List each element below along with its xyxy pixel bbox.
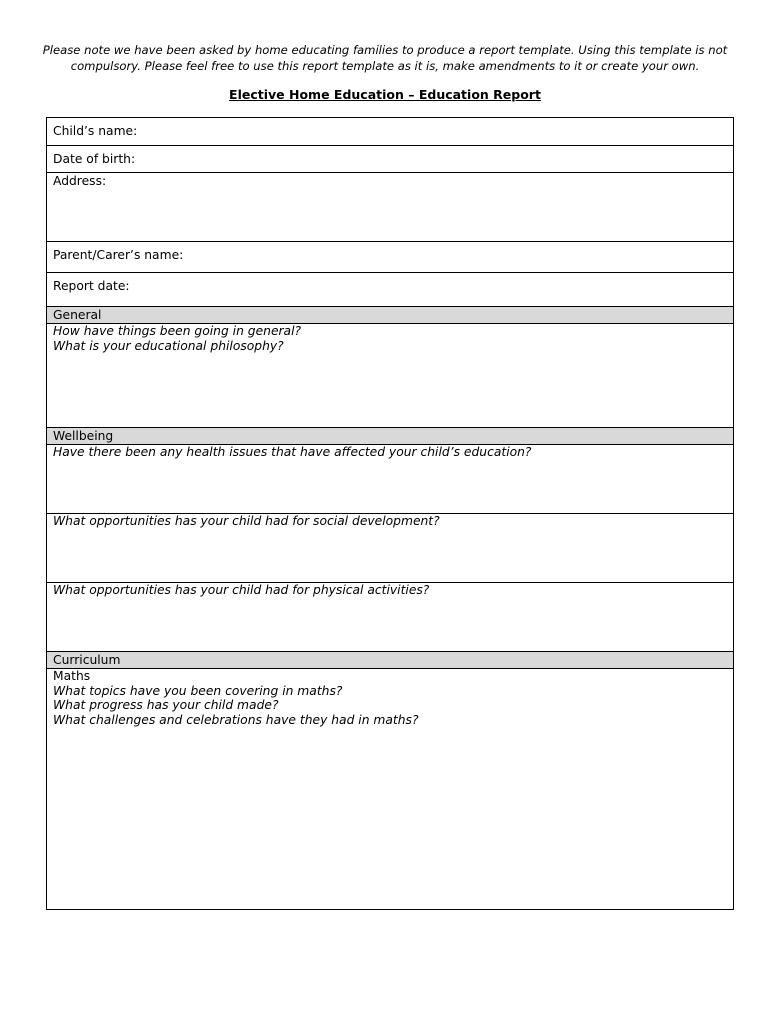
parent-name-row — [47, 242, 734, 273]
education-report-form — [46, 117, 734, 910]
curriculum-heading: Curriculum — [47, 652, 734, 669]
social-answer-box[interactable] — [47, 514, 734, 583]
physical-answer-box[interactable] — [47, 583, 734, 652]
general-heading-row — [47, 307, 734, 324]
social-question: What opportunities has your child had for social development? — [53, 514, 440, 528]
report-date-row — [47, 273, 734, 307]
address-row — [47, 173, 734, 242]
intro-note-line-2: compulsory. Please feel free to use this report template as it is, make amendments to it or create your own. — [70, 58, 700, 73]
physical-question: What opportunities has your child had for physical activities? — [53, 583, 430, 597]
maths-question-1: What topics have you been covering in maths? — [53, 683, 343, 698]
child-name-field[interactable] — [47, 118, 734, 146]
general-question-2: What is your educational philosophy? — [53, 338, 284, 353]
intro-note-line-1: Please note we have been asked by home educating families to produce a report template. Using this template is not — [42, 43, 728, 57]
general-row — [47, 324, 734, 428]
parent-name-label: Parent/Carer’s name: — [53, 248, 184, 262]
wellbeing-heading: Wellbeing — [47, 428, 734, 445]
report-date-label: Report date: — [53, 279, 130, 293]
health-question: Have there been any health issues that have affected your child’s education? — [53, 445, 532, 459]
maths-row — [47, 669, 734, 910]
address-field[interactable] — [47, 173, 734, 242]
maths-question-2: What progress has your child made? — [53, 698, 279, 712]
general-answer-box[interactable] — [47, 324, 734, 428]
social-row — [47, 514, 734, 583]
date-of-birth-label: Date of birth: — [53, 152, 136, 166]
wellbeing-heading-row — [47, 428, 734, 445]
address-label: Address: — [53, 174, 107, 188]
date-of-birth-field[interactable] — [47, 146, 734, 173]
child-name-label: Child’s name: — [53, 124, 138, 138]
parent-name-field[interactable] — [47, 242, 734, 273]
intro-note — [40, 43, 730, 74]
maths-question-3: What challenges and celebrations have they had in maths? — [53, 712, 419, 727]
maths-answer-box[interactable] — [47, 669, 734, 910]
maths-label: Maths — [53, 669, 91, 683]
health-answer-box[interactable] — [47, 445, 734, 514]
general-heading: General — [47, 307, 734, 324]
date-of-birth-row — [47, 146, 734, 173]
curriculum-heading-row — [47, 652, 734, 669]
physical-row — [47, 583, 734, 652]
general-question-1: How have things been going in general? — [53, 324, 302, 338]
document-title: Elective Home Education – Education Report — [229, 87, 541, 102]
report-date-field[interactable] — [47, 273, 734, 307]
health-row — [47, 445, 734, 514]
child-name-row — [47, 118, 734, 146]
